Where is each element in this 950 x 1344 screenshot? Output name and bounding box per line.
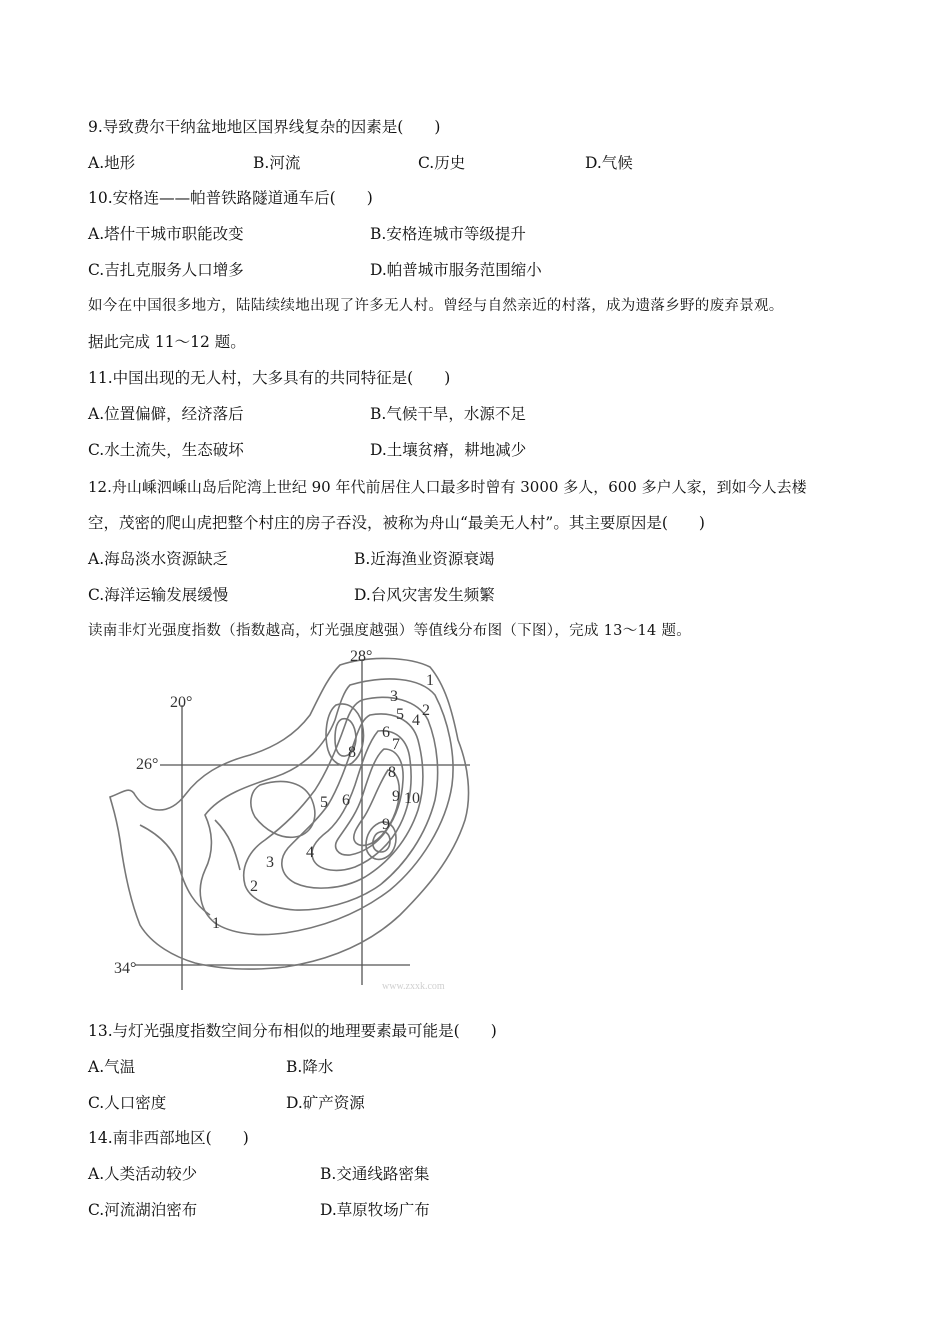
- q13-option-a[interactable]: A.气温: [88, 1058, 136, 1076]
- q10-option-b[interactable]: B.安格连城市等级提升: [370, 225, 526, 243]
- contour-12: [140, 825, 210, 915]
- q9-option-b[interactable]: B.河流: [253, 154, 301, 172]
- contour-label-3-west: 3: [266, 854, 274, 871]
- label-34deg: 34°: [114, 960, 137, 977]
- contour-label-1-west: 1: [212, 915, 220, 932]
- contour-11: [251, 781, 315, 837]
- q9-option-c[interactable]: C.历史: [418, 154, 466, 172]
- q12-option-c[interactable]: C.海洋运输发展缓慢: [88, 586, 229, 604]
- q12-option-a[interactable]: A.海岛淡水资源缺乏: [88, 550, 229, 568]
- contour-label-2-north: 2: [422, 702, 430, 719]
- contour-label-6-north: 6: [382, 724, 390, 741]
- q9-option-d[interactable]: D.气候: [585, 154, 633, 172]
- label-20deg: 20°: [170, 694, 193, 711]
- q12-option-d[interactable]: D.台风灾害发生频繁: [354, 586, 495, 604]
- contour-label-2-west: 2: [250, 878, 258, 895]
- contour-label-10: 10: [404, 790, 420, 807]
- q14-option-c[interactable]: C.河流湖泊密布: [88, 1201, 198, 1219]
- q12-option-b[interactable]: B.近海渔业资源衰竭: [354, 550, 495, 568]
- q14-option-b[interactable]: B.交通线路密集: [320, 1165, 430, 1183]
- contour-13: [215, 820, 240, 870]
- question-14-stem: 14.南非西部地区( ): [88, 1129, 249, 1147]
- q11-option-b[interactable]: B.气候干旱，水源不足: [370, 405, 526, 423]
- contour-label-4-north: 4: [412, 712, 420, 729]
- contour-label-9-south: 9: [382, 816, 390, 833]
- watermark: www.zxxk.com: [382, 981, 445, 992]
- question-12-stem-line2: 空，茂密的爬山虎把整个村庄的房子吞没，被称为舟山“最美无人村”。其主要原因是( ): [88, 514, 705, 532]
- contour-label-7: 7: [392, 736, 400, 753]
- q13-option-d[interactable]: D.矿产资源: [286, 1094, 365, 1112]
- contour-label-3-north: 3: [390, 688, 398, 705]
- question-13-stem: 13.与灯光强度指数空间分布相似的地理要素最可能是( ): [88, 1022, 497, 1040]
- question-11-stem: 11.中国出现的无人村，大多具有的共同特征是( ): [88, 369, 451, 387]
- south-africa-light-intensity-map: [100, 645, 500, 995]
- q13-option-b[interactable]: B.降水: [286, 1058, 334, 1076]
- intro-11-12-line2: 据此完成 11～12 题。: [88, 333, 246, 351]
- q10-option-a[interactable]: A.塔什干城市职能改变: [88, 225, 244, 243]
- q11-option-d[interactable]: D.土壤贫瘠，耕地减少: [370, 441, 527, 459]
- contour-label-4-west: 4: [306, 844, 314, 861]
- question-12-stem-line1: 12.舟山嵊泗嵊山岛后陀湾上世纪 90 年代前居住人口最多时曾有 3000 多人，600 多户人家，到如今人去楼: [88, 478, 807, 496]
- question-10-stem: 10.安格连——帕普铁路隧道通车后( ): [88, 189, 373, 207]
- intro-13-14: 读南非灯光强度指数（指数越高，灯光强度越强）等值线分布图（下图），完成 13～14 题。: [88, 623, 692, 639]
- q10-option-d[interactable]: D.帕普城市服务范围缩小: [370, 261, 542, 279]
- question-9-stem: 9.导致费尔干纳盆地地区国界线复杂的因素是( ): [88, 118, 441, 136]
- contour-label-6-west: 6: [342, 792, 350, 809]
- contour-label-9-north: 9: [392, 788, 400, 805]
- label-26deg: 26°: [136, 756, 159, 773]
- contour-label-8-west: 8: [348, 744, 356, 761]
- contour-label-8-east: 8: [388, 764, 396, 781]
- q10-option-c[interactable]: C.吉扎克服务人口增多: [88, 261, 244, 279]
- q14-option-d[interactable]: D.草原牧场广布: [320, 1201, 430, 1219]
- q13-option-c[interactable]: C.人口密度: [88, 1094, 167, 1112]
- q14-option-a[interactable]: A.人类活动较少: [88, 1165, 198, 1183]
- contour-label-5-west: 5: [320, 794, 328, 811]
- q9-option-a[interactable]: A.地形: [88, 154, 136, 172]
- contour-7: [366, 822, 396, 859]
- q11-option-c[interactable]: C.水土流失，生态破坏: [88, 441, 244, 459]
- intro-11-12-line1: 如今在中国很多地方，陆陆续续地出现了许多无人村。曾经与自然亲近的村落，成为遗落乡野的废弃景观。: [88, 298, 784, 314]
- label-28deg: 28°: [350, 648, 373, 665]
- contour-label-1-north: 1: [426, 672, 434, 689]
- q11-option-a[interactable]: A.位置偏僻，经济落后: [88, 405, 244, 423]
- contour-label-5-north: 5: [396, 706, 404, 723]
